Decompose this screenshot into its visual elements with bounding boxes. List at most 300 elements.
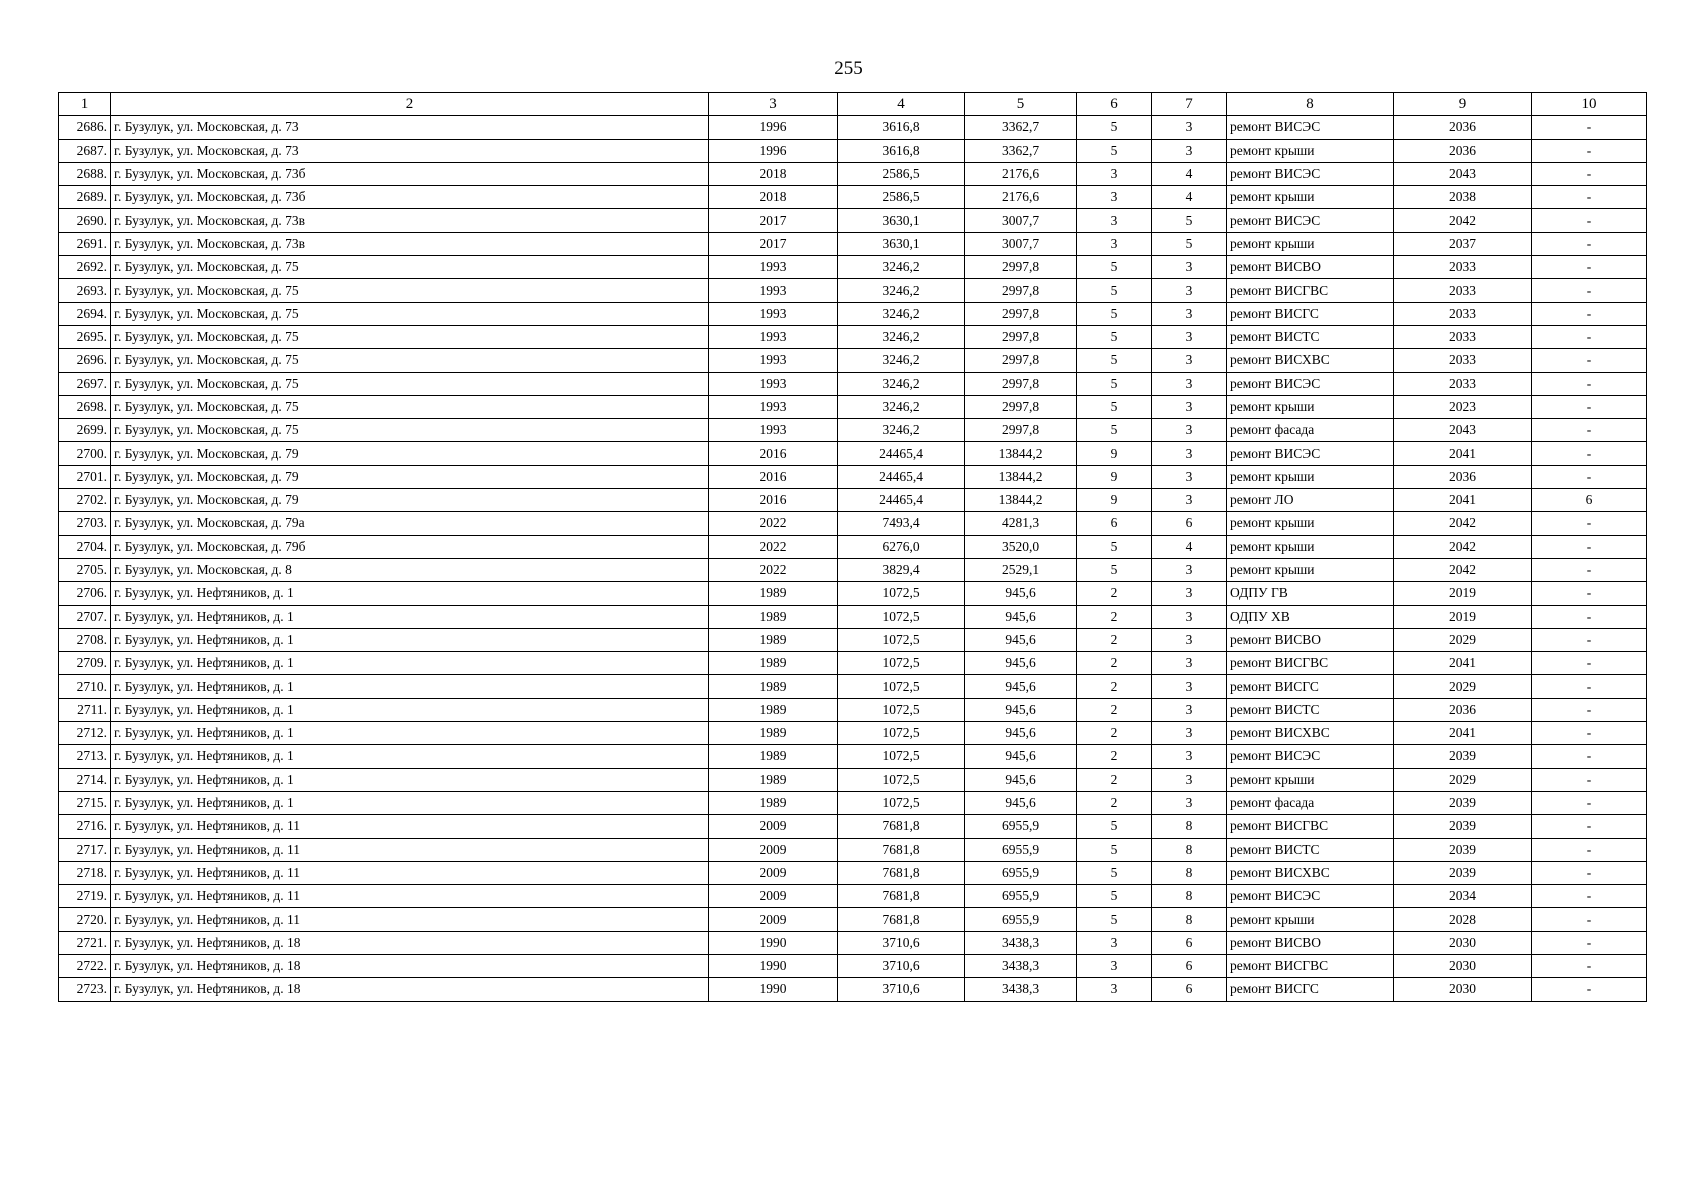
- cell-row-number: 2703.: [59, 512, 111, 535]
- cell-row-number: 2692.: [59, 256, 111, 279]
- cell-floors: 5: [1077, 908, 1152, 931]
- cell-entrances: 3: [1152, 302, 1227, 325]
- cell-total-area: 24465,4: [838, 442, 965, 465]
- table-row: [59, 162, 1647, 185]
- cell-work-type: ремонт ВИСЭС: [1227, 442, 1394, 465]
- cell-build-year: 1996: [709, 116, 838, 139]
- cell-planned-year: 2033: [1394, 349, 1532, 372]
- cell-address: г. Бузулук, ул. Нефтяников, д. 1: [111, 768, 709, 791]
- cell-total-area: 1072,5: [838, 675, 965, 698]
- cell-row-number: 2716.: [59, 815, 111, 838]
- cell-build-year: 1996: [709, 139, 838, 162]
- cell-planned-year: 2039: [1394, 791, 1532, 814]
- cell-build-year: 2009: [709, 838, 838, 861]
- cell-work-type: ремонт крыши: [1227, 186, 1394, 209]
- cell-planned-year: 2036: [1394, 698, 1532, 721]
- cell-total-area: 7493,4: [838, 512, 965, 535]
- cell-work-type: ремонт ВИСВО: [1227, 628, 1394, 651]
- cell-living-area: 945,6: [965, 652, 1077, 675]
- cell-floors: 9: [1077, 442, 1152, 465]
- cell-planned-year: 2033: [1394, 325, 1532, 348]
- cell-address: г. Бузулук, ул. Нефтяников, д. 1: [111, 628, 709, 651]
- cell-col-10: -: [1532, 302, 1647, 325]
- cell-total-area: 3710,6: [838, 978, 965, 1001]
- table-row: [59, 232, 1647, 255]
- cell-address: г. Бузулук, ул. Нефтяников, д. 11: [111, 885, 709, 908]
- cell-col-10: -: [1532, 256, 1647, 279]
- cell-floors: 2: [1077, 722, 1152, 745]
- cell-row-number: 2706.: [59, 582, 111, 605]
- cell-col-10: -: [1532, 745, 1647, 768]
- table-row: [59, 722, 1647, 745]
- table-row: [59, 954, 1647, 977]
- table-row: [59, 745, 1647, 768]
- cell-row-number: 2713.: [59, 745, 111, 768]
- cell-build-year: 1989: [709, 722, 838, 745]
- cell-build-year: 1993: [709, 372, 838, 395]
- table-row: [59, 558, 1647, 581]
- column-header-1: 1: [59, 93, 111, 116]
- cell-address: г. Бузулук, ул. Нефтяников, д. 18: [111, 931, 709, 954]
- cell-entrances: 8: [1152, 838, 1227, 861]
- table-row: [59, 139, 1647, 162]
- cell-col-10: -: [1532, 419, 1647, 442]
- cell-work-type: ремонт ВИСЭС: [1227, 885, 1394, 908]
- cell-col-10: -: [1532, 232, 1647, 255]
- cell-address: г. Бузулук, ул. Московская, д. 8: [111, 558, 709, 581]
- cell-living-area: 945,6: [965, 722, 1077, 745]
- table-body: [59, 116, 1647, 1001]
- cell-address: г. Бузулук, ул. Московская, д. 73б: [111, 186, 709, 209]
- table-row: [59, 582, 1647, 605]
- cell-planned-year: 2029: [1394, 768, 1532, 791]
- cell-work-type: ремонт крыши: [1227, 465, 1394, 488]
- cell-planned-year: 2043: [1394, 162, 1532, 185]
- cell-floors: 5: [1077, 419, 1152, 442]
- cell-col-10: -: [1532, 465, 1647, 488]
- cell-row-number: 2721.: [59, 931, 111, 954]
- cell-floors: 3: [1077, 954, 1152, 977]
- cell-entrances: 6: [1152, 512, 1227, 535]
- registry-table: [58, 92, 1647, 1002]
- cell-row-number: 2696.: [59, 349, 111, 372]
- cell-col-10: -: [1532, 582, 1647, 605]
- cell-living-area: 6955,9: [965, 815, 1077, 838]
- cell-living-area: 13844,2: [965, 442, 1077, 465]
- cell-living-area: 3438,3: [965, 931, 1077, 954]
- cell-build-year: 1989: [709, 675, 838, 698]
- cell-entrances: 3: [1152, 256, 1227, 279]
- cell-floors: 3: [1077, 186, 1152, 209]
- cell-build-year: 1989: [709, 791, 838, 814]
- cell-row-number: 2686.: [59, 116, 111, 139]
- table-row: [59, 186, 1647, 209]
- cell-planned-year: 2033: [1394, 372, 1532, 395]
- table-row: [59, 442, 1647, 465]
- cell-build-year: 1989: [709, 628, 838, 651]
- cell-address: г. Бузулук, ул. Московская, д. 79б: [111, 535, 709, 558]
- cell-build-year: 1989: [709, 768, 838, 791]
- cell-row-number: 2695.: [59, 325, 111, 348]
- cell-total-area: 7681,8: [838, 908, 965, 931]
- cell-living-area: 2176,6: [965, 162, 1077, 185]
- cell-floors: 2: [1077, 652, 1152, 675]
- cell-living-area: 2997,8: [965, 279, 1077, 302]
- cell-address: г. Бузулук, ул. Нефтяников, д. 18: [111, 978, 709, 1001]
- cell-floors: 5: [1077, 815, 1152, 838]
- cell-row-number: 2718.: [59, 861, 111, 884]
- cell-living-area: 945,6: [965, 698, 1077, 721]
- cell-row-number: 2699.: [59, 419, 111, 442]
- cell-work-type: ремонт ВИСТС: [1227, 698, 1394, 721]
- cell-col-10: -: [1532, 722, 1647, 745]
- column-header-2: 2: [111, 93, 709, 116]
- table-row: [59, 768, 1647, 791]
- cell-planned-year: 2029: [1394, 628, 1532, 651]
- cell-entrances: 6: [1152, 954, 1227, 977]
- cell-planned-year: 2033: [1394, 279, 1532, 302]
- cell-entrances: 3: [1152, 349, 1227, 372]
- cell-address: г. Бузулук, ул. Московская, д. 75: [111, 349, 709, 372]
- cell-work-type: ремонт крыши: [1227, 232, 1394, 255]
- table-row: [59, 489, 1647, 512]
- cell-planned-year: 2042: [1394, 209, 1532, 232]
- cell-col-10: -: [1532, 442, 1647, 465]
- cell-floors: 3: [1077, 209, 1152, 232]
- cell-build-year: 2022: [709, 512, 838, 535]
- cell-living-area: 2997,8: [965, 325, 1077, 348]
- cell-build-year: 1993: [709, 302, 838, 325]
- cell-row-number: 2690.: [59, 209, 111, 232]
- table-row: [59, 978, 1647, 1001]
- cell-build-year: 1993: [709, 349, 838, 372]
- cell-col-10: 6: [1532, 489, 1647, 512]
- cell-col-10: -: [1532, 209, 1647, 232]
- cell-total-area: 3616,8: [838, 139, 965, 162]
- cell-total-area: 1072,5: [838, 768, 965, 791]
- cell-floors: 5: [1077, 838, 1152, 861]
- cell-total-area: 1072,5: [838, 698, 965, 721]
- cell-entrances: 3: [1152, 395, 1227, 418]
- cell-address: г. Бузулук, ул. Московская, д. 73б: [111, 162, 709, 185]
- cell-living-area: 4281,3: [965, 512, 1077, 535]
- cell-col-10: -: [1532, 279, 1647, 302]
- cell-col-10: -: [1532, 652, 1647, 675]
- column-header-6: 6: [1077, 93, 1152, 116]
- cell-work-type: ОДПУ ГВ: [1227, 582, 1394, 605]
- cell-work-type: ремонт ВИСЭС: [1227, 209, 1394, 232]
- cell-total-area: 7681,8: [838, 861, 965, 884]
- cell-build-year: 2009: [709, 815, 838, 838]
- cell-planned-year: 2042: [1394, 558, 1532, 581]
- cell-col-10: -: [1532, 349, 1647, 372]
- cell-address: г. Бузулук, ул. Московская, д. 79: [111, 465, 709, 488]
- cell-col-10: -: [1532, 931, 1647, 954]
- cell-row-number: 2723.: [59, 978, 111, 1001]
- cell-col-10: -: [1532, 768, 1647, 791]
- cell-address: г. Бузулук, ул. Московская, д. 75: [111, 279, 709, 302]
- cell-total-area: 3630,1: [838, 209, 965, 232]
- cell-living-area: 2997,8: [965, 256, 1077, 279]
- cell-planned-year: 2039: [1394, 861, 1532, 884]
- cell-planned-year: 2019: [1394, 582, 1532, 605]
- cell-living-area: 6955,9: [965, 885, 1077, 908]
- cell-work-type: ремонт ВИСВО: [1227, 256, 1394, 279]
- cell-col-10: -: [1532, 698, 1647, 721]
- cell-total-area: 1072,5: [838, 791, 965, 814]
- table-row: [59, 675, 1647, 698]
- cell-col-10: -: [1532, 139, 1647, 162]
- cell-work-type: ремонт крыши: [1227, 139, 1394, 162]
- cell-floors: 3: [1077, 978, 1152, 1001]
- cell-address: г. Бузулук, ул. Московская, д. 75: [111, 372, 709, 395]
- table-row: [59, 279, 1647, 302]
- cell-build-year: 1993: [709, 325, 838, 348]
- cell-floors: 6: [1077, 512, 1152, 535]
- cell-col-10: -: [1532, 861, 1647, 884]
- cell-floors: 5: [1077, 395, 1152, 418]
- cell-address: г. Бузулук, ул. Московская, д. 79а: [111, 512, 709, 535]
- cell-build-year: 2016: [709, 465, 838, 488]
- cell-floors: 5: [1077, 558, 1152, 581]
- cell-total-area: 1072,5: [838, 628, 965, 651]
- cell-address: г. Бузулук, ул. Московская, д. 75: [111, 395, 709, 418]
- table-row: [59, 395, 1647, 418]
- cell-living-area: 2176,6: [965, 186, 1077, 209]
- cell-living-area: 3438,3: [965, 978, 1077, 1001]
- cell-row-number: 2698.: [59, 395, 111, 418]
- cell-floors: 5: [1077, 372, 1152, 395]
- cell-entrances: 3: [1152, 582, 1227, 605]
- cell-row-number: 2704.: [59, 535, 111, 558]
- cell-work-type: ремонт крыши: [1227, 512, 1394, 535]
- cell-address: г. Бузулук, ул. Нефтяников, д. 11: [111, 908, 709, 931]
- cell-total-area: 3710,6: [838, 954, 965, 977]
- cell-entrances: 3: [1152, 745, 1227, 768]
- cell-living-area: 945,6: [965, 628, 1077, 651]
- cell-total-area: 3246,2: [838, 325, 965, 348]
- cell-entrances: 3: [1152, 605, 1227, 628]
- cell-address: г. Бузулук, ул. Нефтяников, д. 1: [111, 582, 709, 605]
- table-row: [59, 908, 1647, 931]
- table-row: [59, 698, 1647, 721]
- cell-col-10: -: [1532, 885, 1647, 908]
- cell-col-10: -: [1532, 978, 1647, 1001]
- cell-living-area: 945,6: [965, 582, 1077, 605]
- table-row: [59, 628, 1647, 651]
- cell-entrances: 8: [1152, 885, 1227, 908]
- cell-floors: 5: [1077, 885, 1152, 908]
- cell-address: г. Бузулук, ул. Московская, д. 79: [111, 442, 709, 465]
- cell-floors: 2: [1077, 698, 1152, 721]
- cell-floors: 2: [1077, 628, 1152, 651]
- cell-address: г. Бузулук, ул. Нефтяников, д. 11: [111, 861, 709, 884]
- cell-entrances: 8: [1152, 815, 1227, 838]
- cell-row-number: 2705.: [59, 558, 111, 581]
- cell-total-area: 2586,5: [838, 162, 965, 185]
- cell-work-type: ремонт крыши: [1227, 558, 1394, 581]
- table-row: [59, 116, 1647, 139]
- cell-build-year: 2016: [709, 442, 838, 465]
- cell-living-area: 13844,2: [965, 489, 1077, 512]
- cell-build-year: 2016: [709, 489, 838, 512]
- table-row: [59, 349, 1647, 372]
- cell-build-year: 1989: [709, 652, 838, 675]
- cell-address: г. Бузулук, ул. Нефтяников, д. 18: [111, 954, 709, 977]
- cell-work-type: ремонт ВИСГВС: [1227, 279, 1394, 302]
- cell-living-area: 945,6: [965, 768, 1077, 791]
- cell-entrances: 3: [1152, 279, 1227, 302]
- cell-total-area: 1072,5: [838, 722, 965, 745]
- cell-col-10: -: [1532, 558, 1647, 581]
- cell-row-number: 2719.: [59, 885, 111, 908]
- cell-entrances: 3: [1152, 722, 1227, 745]
- cell-entrances: 3: [1152, 791, 1227, 814]
- cell-entrances: 6: [1152, 978, 1227, 1001]
- table-row: [59, 302, 1647, 325]
- cell-address: г. Бузулук, ул. Московская, д. 75: [111, 302, 709, 325]
- cell-living-area: 3007,7: [965, 209, 1077, 232]
- cell-floors: 2: [1077, 745, 1152, 768]
- table-row: [59, 605, 1647, 628]
- cell-entrances: 3: [1152, 675, 1227, 698]
- cell-entrances: 3: [1152, 558, 1227, 581]
- table-row: [59, 838, 1647, 861]
- cell-work-type: ремонт ВИСГС: [1227, 978, 1394, 1001]
- cell-entrances: 5: [1152, 232, 1227, 255]
- cell-planned-year: 2039: [1394, 838, 1532, 861]
- cell-row-number: 2711.: [59, 698, 111, 721]
- cell-address: г. Бузулук, ул. Московская, д. 73в: [111, 232, 709, 255]
- cell-total-area: 3710,6: [838, 931, 965, 954]
- table-row: [59, 465, 1647, 488]
- cell-living-area: 3438,3: [965, 954, 1077, 977]
- cell-total-area: 6276,0: [838, 535, 965, 558]
- table-row: [59, 512, 1647, 535]
- column-header-4: 4: [838, 93, 965, 116]
- cell-entrances: 3: [1152, 628, 1227, 651]
- cell-entrances: 4: [1152, 535, 1227, 558]
- cell-col-10: -: [1532, 605, 1647, 628]
- cell-living-area: 6955,9: [965, 861, 1077, 884]
- cell-total-area: 3246,2: [838, 256, 965, 279]
- cell-entrances: 4: [1152, 186, 1227, 209]
- cell-build-year: 2009: [709, 885, 838, 908]
- cell-entrances: 3: [1152, 325, 1227, 348]
- cell-entrances: 3: [1152, 116, 1227, 139]
- cell-build-year: 2018: [709, 186, 838, 209]
- cell-col-10: -: [1532, 395, 1647, 418]
- cell-address: г. Бузулук, ул. Нефтяников, д. 11: [111, 838, 709, 861]
- cell-col-10: -: [1532, 186, 1647, 209]
- cell-build-year: 1989: [709, 605, 838, 628]
- cell-floors: 3: [1077, 162, 1152, 185]
- cell-address: г. Бузулук, ул. Нефтяников, д. 1: [111, 652, 709, 675]
- cell-total-area: 1072,5: [838, 605, 965, 628]
- cell-planned-year: 2028: [1394, 908, 1532, 931]
- cell-address: г. Бузулук, ул. Нефтяников, д. 1: [111, 605, 709, 628]
- cell-entrances: 3: [1152, 465, 1227, 488]
- cell-planned-year: 2039: [1394, 815, 1532, 838]
- cell-col-10: -: [1532, 325, 1647, 348]
- cell-entrances: 3: [1152, 652, 1227, 675]
- cell-planned-year: 2042: [1394, 512, 1532, 535]
- cell-row-number: 2710.: [59, 675, 111, 698]
- cell-work-type: ремонт ВИСГВС: [1227, 954, 1394, 977]
- cell-col-10: -: [1532, 675, 1647, 698]
- cell-floors: 9: [1077, 465, 1152, 488]
- cell-floors: 3: [1077, 232, 1152, 255]
- cell-living-area: 13844,2: [965, 465, 1077, 488]
- cell-living-area: 2997,8: [965, 395, 1077, 418]
- table-row: [59, 209, 1647, 232]
- cell-build-year: 1990: [709, 978, 838, 1001]
- cell-row-number: 2687.: [59, 139, 111, 162]
- cell-entrances: 3: [1152, 698, 1227, 721]
- table-row: [59, 535, 1647, 558]
- cell-planned-year: 2023: [1394, 395, 1532, 418]
- cell-address: г. Бузулук, ул. Московская, д. 73: [111, 139, 709, 162]
- cell-col-10: -: [1532, 535, 1647, 558]
- table-row: [59, 791, 1647, 814]
- cell-entrances: 3: [1152, 489, 1227, 512]
- cell-planned-year: 2041: [1394, 442, 1532, 465]
- cell-total-area: 2586,5: [838, 186, 965, 209]
- table-row: [59, 256, 1647, 279]
- cell-build-year: 1993: [709, 395, 838, 418]
- cell-entrances: 3: [1152, 768, 1227, 791]
- cell-total-area: 24465,4: [838, 489, 965, 512]
- cell-floors: 5: [1077, 861, 1152, 884]
- cell-planned-year: 2041: [1394, 489, 1532, 512]
- cell-living-area: 2529,1: [965, 558, 1077, 581]
- cell-col-10: -: [1532, 791, 1647, 814]
- cell-build-year: 1990: [709, 931, 838, 954]
- cell-build-year: 2017: [709, 209, 838, 232]
- column-header-3: 3: [709, 93, 838, 116]
- cell-build-year: 2022: [709, 558, 838, 581]
- cell-total-area: 3246,2: [838, 349, 965, 372]
- cell-planned-year: 2019: [1394, 605, 1532, 628]
- cell-planned-year: 2041: [1394, 652, 1532, 675]
- cell-build-year: 2017: [709, 232, 838, 255]
- cell-planned-year: 2030: [1394, 931, 1532, 954]
- cell-row-number: 2708.: [59, 628, 111, 651]
- cell-entrances: 8: [1152, 861, 1227, 884]
- cell-living-area: 3362,7: [965, 116, 1077, 139]
- cell-floors: 2: [1077, 582, 1152, 605]
- cell-total-area: 3246,2: [838, 419, 965, 442]
- cell-work-type: ремонт ВИСВО: [1227, 931, 1394, 954]
- cell-planned-year: 2042: [1394, 535, 1532, 558]
- column-header-10: 10: [1532, 93, 1647, 116]
- cell-col-10: -: [1532, 372, 1647, 395]
- cell-work-type: ремонт ВИСЭС: [1227, 116, 1394, 139]
- cell-build-year: 1993: [709, 279, 838, 302]
- cell-planned-year: 2034: [1394, 885, 1532, 908]
- table-row: [59, 419, 1647, 442]
- cell-floors: 2: [1077, 605, 1152, 628]
- table-row: [59, 325, 1647, 348]
- table-row: [59, 885, 1647, 908]
- cell-planned-year: 2043: [1394, 419, 1532, 442]
- cell-work-type: ремонт крыши: [1227, 535, 1394, 558]
- cell-planned-year: 2036: [1394, 465, 1532, 488]
- cell-row-number: 2709.: [59, 652, 111, 675]
- column-header-5: 5: [965, 93, 1077, 116]
- cell-row-number: 2701.: [59, 465, 111, 488]
- cell-planned-year: 2033: [1394, 302, 1532, 325]
